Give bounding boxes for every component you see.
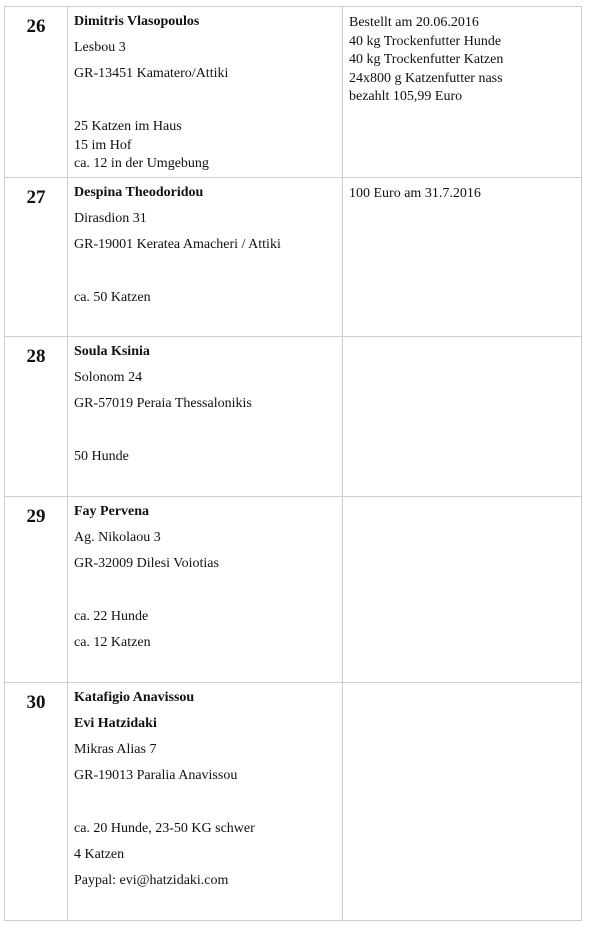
recipient-name: Katafigio Anavissou xyxy=(74,690,195,705)
row-number-cell xyxy=(5,497,68,683)
city: GR-19001 Keratea Amacheri / Attiki xyxy=(74,237,281,252)
address-cell xyxy=(68,337,343,497)
address-cell xyxy=(68,178,343,337)
row-number: 30 xyxy=(26,692,46,713)
row-number-cell xyxy=(5,683,68,921)
animal-count: ca. 22 Hunde xyxy=(74,609,149,624)
street: Solonom 24 xyxy=(74,370,143,385)
street: Lesbou 3 xyxy=(74,40,126,55)
animal-count: 25 Katzen im Haus xyxy=(74,119,182,134)
table-row xyxy=(5,497,582,683)
recipient-name: Fay Pervena xyxy=(74,504,150,519)
city: GR-32009 Dilesi Voiotias xyxy=(74,556,219,571)
city: GR-57019 Peraia Thessalonikis xyxy=(74,396,252,411)
note-line: 40 kg Trockenfutter Katzen xyxy=(349,52,504,67)
notes-cell xyxy=(343,683,582,921)
note-line: 100 Euro am 31.7.2016 xyxy=(349,186,481,201)
recipient-name: Soula Ksinia xyxy=(74,344,150,359)
contact-name: Evi Hatzidaki xyxy=(74,716,157,731)
address-cell xyxy=(68,497,343,683)
animal-count: 4 Katzen xyxy=(74,847,125,862)
recipient-name: Despina Theodoridou xyxy=(74,185,204,200)
table-row xyxy=(5,337,582,497)
street: Dirasdion 31 xyxy=(74,211,147,226)
animal-count: 50 Hunde xyxy=(74,449,129,464)
animal-count: 15 im Hof xyxy=(74,137,132,153)
animal-count: ca. 20 Hunde, 23-50 KG schwer xyxy=(74,821,255,836)
recipient-name: Dimitris Vlasopoulos xyxy=(74,14,200,29)
row-number: 28 xyxy=(26,346,46,367)
table-row xyxy=(5,683,582,921)
row-number: 27 xyxy=(26,187,46,208)
spacer xyxy=(74,92,336,119)
notes-cell xyxy=(343,178,582,337)
row-number: 26 xyxy=(26,16,46,37)
city: GR-13451 Kamatero/Attiki xyxy=(74,66,229,81)
notes-cell xyxy=(343,337,582,497)
note-line: 24x800 g Katzenfutter nass xyxy=(349,70,503,86)
city: GR-19013 Paralia Anavissou xyxy=(74,768,238,783)
spacer xyxy=(74,794,336,821)
row-number-cell xyxy=(5,337,68,497)
street: Ag. Nikolaou 3 xyxy=(74,530,161,545)
street: Mikras Alias 7 xyxy=(74,742,157,757)
row-number: 29 xyxy=(26,506,46,527)
row-number-cell xyxy=(5,7,68,178)
animal-count: ca. 12 in der Umgebung xyxy=(74,156,209,171)
animal-count: ca. 12 Katzen xyxy=(74,635,151,650)
paypal-contact: Paypal: evi@hatzidaki.com xyxy=(74,873,229,888)
notes-cell xyxy=(343,7,582,178)
table-row xyxy=(5,7,582,178)
note-line: Bestellt am 20.06.2016 xyxy=(349,15,479,30)
note-line: 40 kg Trockenfutter Hunde xyxy=(349,33,502,49)
table-row xyxy=(5,178,582,337)
spacer xyxy=(74,582,336,609)
address-cell xyxy=(68,683,343,921)
spacer xyxy=(74,263,336,290)
animal-count: ca. 50 Katzen xyxy=(74,290,151,305)
row-number-cell xyxy=(5,178,68,337)
spacer xyxy=(74,422,336,449)
address-cell xyxy=(68,7,343,178)
notes-cell xyxy=(343,497,582,683)
note-line: bezahlt 105,99 Euro xyxy=(349,89,463,104)
recipient-table xyxy=(4,6,582,921)
